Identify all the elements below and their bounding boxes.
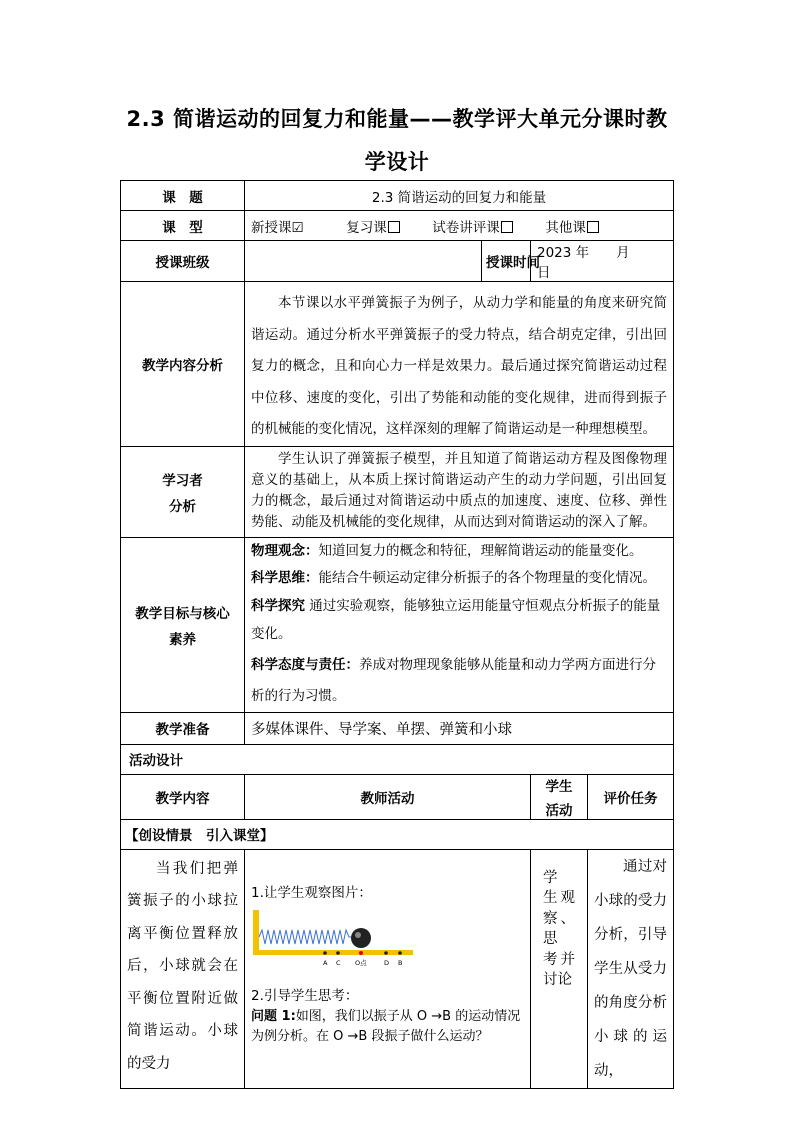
- col-header-teacher: 教师活动: [245, 774, 531, 819]
- row-prep: [121, 712, 674, 744]
- teacher-step-2: 2.引导学生思考：: [251, 987, 359, 1004]
- activity-label: 活动设计: [121, 744, 674, 774]
- col-header-student: 学生 活动: [531, 774, 588, 819]
- teacher-step-1: 1.让学生观察图片：: [251, 884, 372, 901]
- figure-label: O点: [355, 958, 367, 967]
- type-option-review: 复习课: [346, 219, 387, 236]
- time-value: 2023 年 月 日: [531, 241, 674, 282]
- goal-physics-concept: 物理观念：知道回复力的概念和特征，理解简谐运动的能量变化。: [251, 542, 643, 559]
- student-activity: 学 生观察、思 考并 讨论: [531, 849, 588, 1088]
- type-option-other: 其他课: [545, 219, 586, 236]
- checkbox-icon: [388, 221, 400, 233]
- spring-oscillator-figure: [251, 910, 421, 976]
- type-option-new: 新授课☑: [251, 219, 304, 236]
- ball-icon: [351, 928, 371, 948]
- prep-value: 多媒体课件、导学案、单摆、弹簧和小球: [245, 712, 674, 744]
- topic-label: 课 题: [121, 181, 245, 211]
- time-label: 授课时间: [482, 241, 531, 282]
- track-icon: [253, 950, 413, 955]
- row-type: [121, 211, 674, 241]
- learner-label: 学习者 分析: [121, 446, 245, 537]
- row-learner-analysis: [121, 446, 674, 537]
- row-goals: [121, 537, 674, 712]
- point-b-icon: [398, 951, 402, 955]
- checkbox-icon: [501, 221, 513, 233]
- goal-list: [245, 537, 674, 712]
- row-activity-1: [121, 849, 674, 1088]
- goal-scientific-thinking: 科学思维：能结合牛顿运动定律分析振子的各个物理量的变化情况。: [251, 569, 656, 586]
- topic-value: 2.3 简谐运动的回复力和能量: [245, 181, 674, 211]
- figure-label: D: [384, 958, 390, 967]
- col-header-content: 教学内容: [121, 774, 245, 819]
- activity-content-text: 当我们把弹簧振子的小球拉离平衡位置释放后，小球就会在平衡位置附近做简谐运动。小球的受力: [121, 849, 245, 1088]
- point-d-icon: [384, 951, 388, 955]
- row-class-time: [121, 241, 674, 282]
- content-text: 本节课以水平弹簧振子为例子，从动力学和能量的角度来研究简谐运动。通过分析水平弹簧振子的受力特点，结合胡克定律，引出回复力的概念，且和向心力一样是效果力。最后通过探究简谐运动过程中位移、速度的变化，引出了势能和动能的变化规律，进而得到振子的机械能的变化情况，这样深刻的理解了简谐运动是一种理想模型。: [245, 282, 674, 447]
- point-c-icon: [336, 951, 340, 955]
- figure-label: C: [336, 958, 341, 967]
- checkbox-icon: [587, 221, 599, 233]
- content-label: 教学内容分析: [121, 282, 245, 447]
- wall-icon: [253, 910, 259, 954]
- figure-label: B: [398, 958, 403, 967]
- evaluation-task: 通过对小球的受力分析，引导学生从受力的角度分析小球的运动，: [588, 849, 674, 1088]
- point-o-icon: [359, 951, 363, 955]
- point-a-icon: [323, 951, 327, 955]
- row-section: [121, 819, 674, 849]
- section-title: 【创设情景 引入课堂】: [121, 819, 674, 849]
- question-1: 问题 1:如图，我们以振子从 O →B 的运动情况为例分析。在 O →B 段振子做什么运动？: [251, 1008, 521, 1044]
- class-label: 授课班级: [121, 241, 245, 282]
- row-column-headers: [121, 774, 674, 819]
- goal-scientific-inquiry: 科学探究 通过实验观察，能够独立运用能量守恒观点分析振子的能量变化。: [251, 597, 661, 642]
- type-options: [245, 211, 674, 241]
- goal-label: 教学目标与核心 素养: [121, 537, 245, 712]
- type-label: 课 型: [121, 211, 245, 241]
- spring-icon: [259, 930, 351, 944]
- prep-label: 教学准备: [121, 712, 245, 744]
- figure-label: A: [323, 958, 328, 967]
- class-value: [245, 241, 482, 282]
- ball-highlight-icon: [355, 932, 361, 938]
- row-activity-design: [121, 744, 674, 774]
- lesson-plan-table: [120, 180, 674, 1089]
- type-option-test-review: 试卷讲评课: [432, 219, 500, 236]
- col-header-eval: 评价任务: [588, 774, 674, 819]
- document-title-line2: 学设计: [364, 150, 430, 174]
- goal-attitude: 科学态度与责任：养成对物理现象能够从能量和动力学两方面进行分析的行为习惯。: [251, 656, 656, 704]
- document-title-line1: 2.3 简谐运动的回复力和能量——教学评大单元分课时教: [126, 107, 668, 131]
- learner-text: 学生认识了弹簧振子模型，并且知道了简谐运动方程及图像物理意义的基础上，从本质上探讨简谐运动产生的动力学问题，引出回复力的概念，最后通过对简谐运动中质点的加速度、速度、位移、弹性势能、动能及机械能的变化规律，从而达到对简谐运动的深入了解。: [245, 446, 674, 537]
- teacher-activity: [245, 849, 531, 1088]
- row-content-analysis: [121, 282, 674, 447]
- row-topic: [121, 181, 674, 211]
